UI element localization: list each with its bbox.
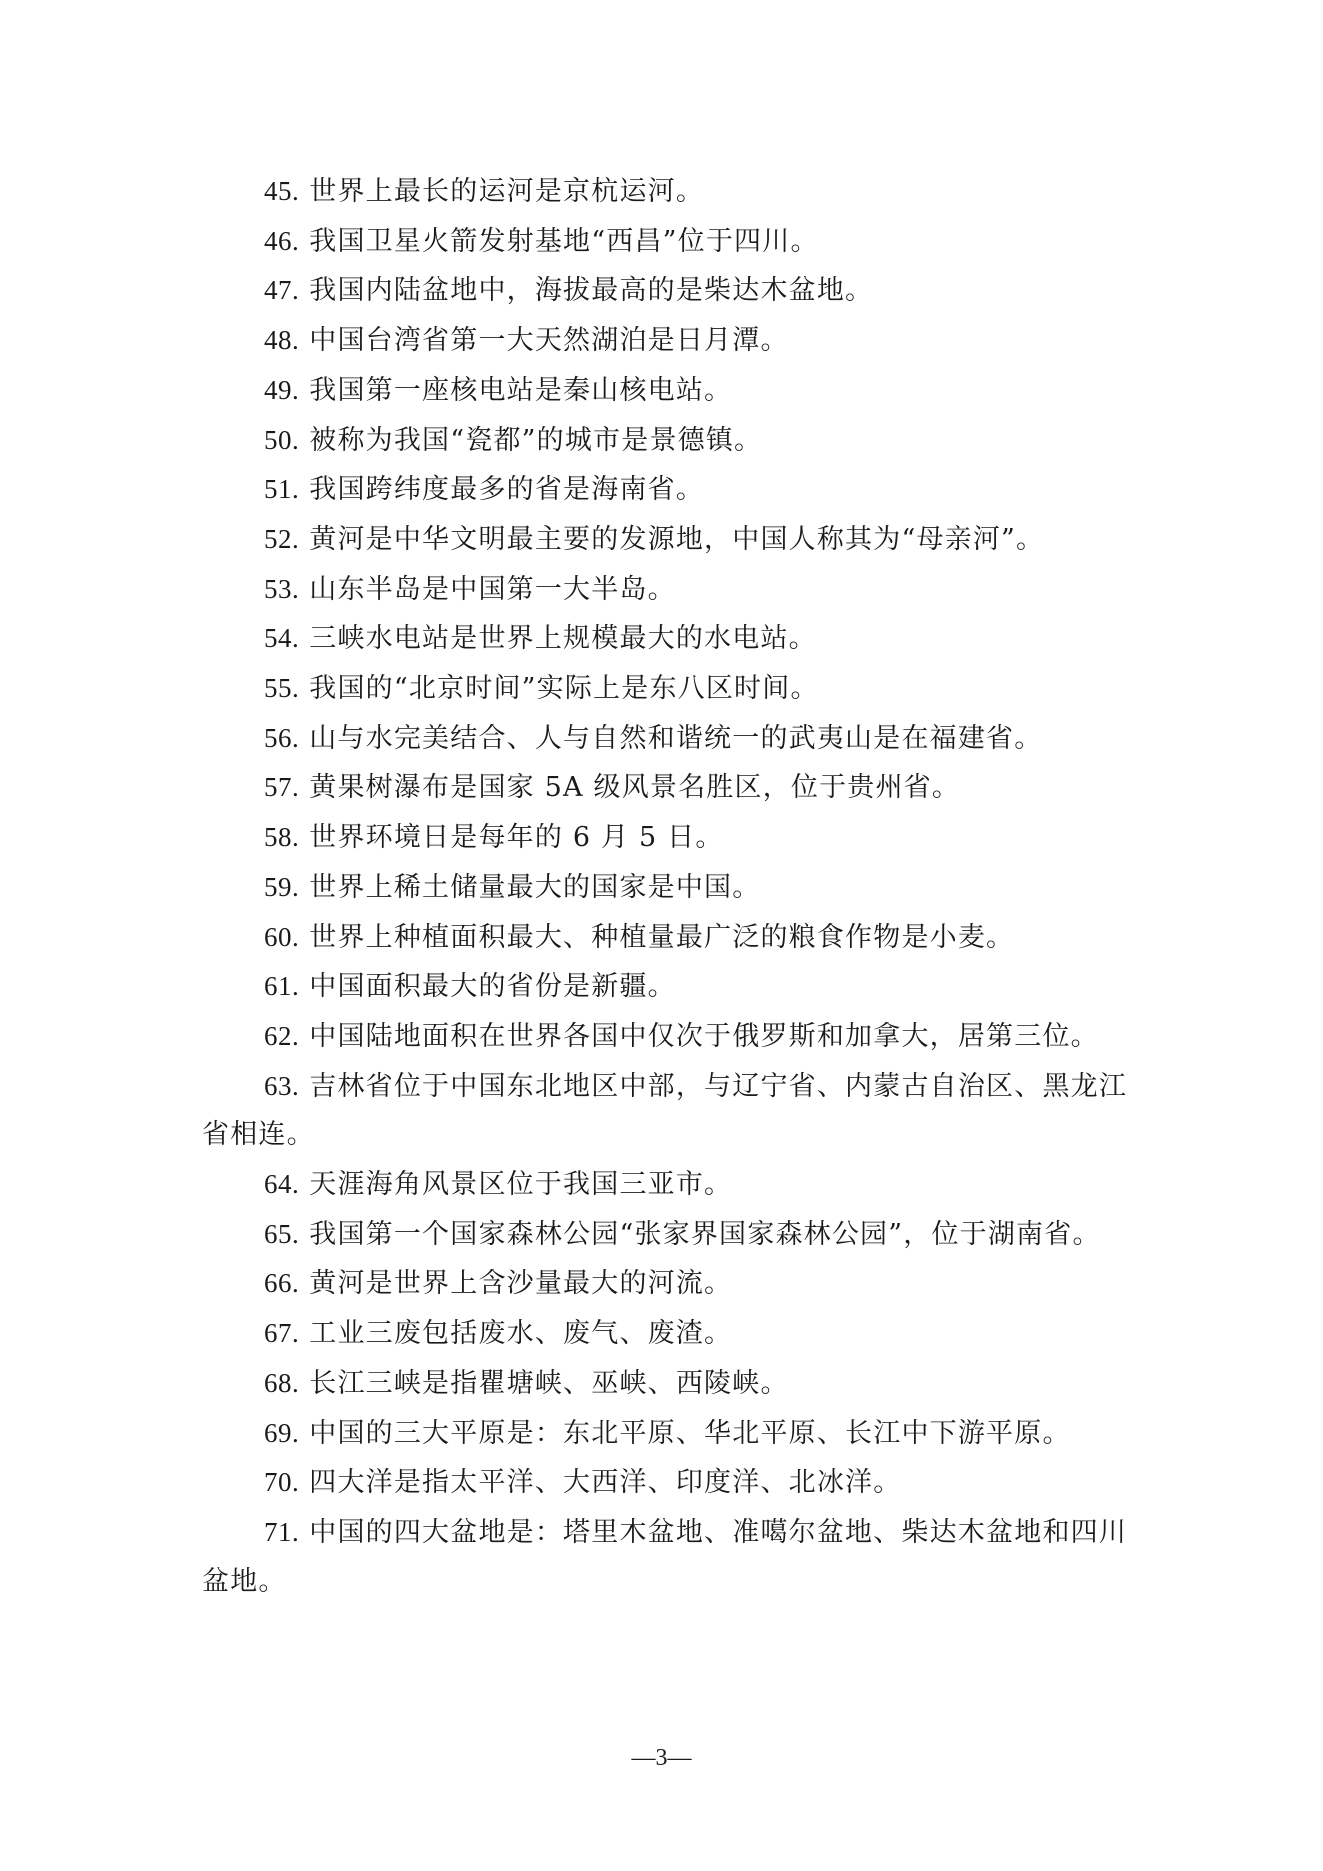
list-item <box>202 714 1130 764</box>
item-text: 山与水完美结合、人与自然和谐统一的武夷山是在福建省。 <box>309 722 1043 754</box>
item-number: 45. <box>264 176 300 206</box>
item-number: 59. <box>264 871 300 902</box>
item-text: 三峡水电站是世界上规模最大的水电站。 <box>309 623 817 655</box>
item-text: 四大洋是指太平洋、大西洋、印度洋、北冰洋。 <box>309 1467 902 1499</box>
item-number: 48. <box>264 325 300 356</box>
item-number: 53. <box>264 573 300 604</box>
item-text: 工业三废包括废水、废气、废渣。 <box>309 1318 733 1350</box>
item-number: 57. <box>264 772 300 803</box>
item-text: 中国面积最大的省份是新疆。 <box>309 971 676 1003</box>
list-item <box>202 1309 1130 1359</box>
list-item <box>202 913 1130 963</box>
item-number: 65. <box>264 1218 300 1249</box>
list-item <box>202 167 1130 217</box>
item-text: 黄河是中华文明最主要的发源地，中国人称其为“母亲河”。 <box>309 523 1045 555</box>
list-item <box>202 217 1130 267</box>
list-item <box>202 1012 1130 1062</box>
list-item <box>202 962 1130 1012</box>
item-text: 世界环境日是每年的 6 月 5 日。 <box>309 822 724 854</box>
list-item <box>202 565 1130 615</box>
item-number: 49. <box>264 374 300 405</box>
item-number: 62. <box>264 1020 300 1051</box>
item-text: 我国卫星火箭发射基地“西昌”位于四川。 <box>309 225 819 257</box>
list-item <box>202 863 1130 913</box>
list-item <box>202 1210 1130 1260</box>
item-number: 50. <box>264 424 300 455</box>
list-item <box>202 614 1130 664</box>
item-number: 55. <box>264 673 300 704</box>
item-number: 46. <box>264 225 300 256</box>
item-number: 64. <box>264 1169 300 1200</box>
item-text: 世界上种植面积最大、种植量最广泛的粮食作物是小麦。 <box>309 921 1015 953</box>
page-number: —3— <box>631 1745 692 1771</box>
item-number: 56. <box>264 722 300 753</box>
item-number: 58. <box>264 822 300 853</box>
item-number: 52. <box>264 523 300 554</box>
list-item <box>202 515 1130 565</box>
list-item <box>202 416 1130 466</box>
item-number: 70. <box>264 1467 300 1498</box>
item-number: 54. <box>264 623 300 654</box>
list-item <box>202 763 1130 813</box>
item-text: 被称为我国“瓷都”的城市是景德镇。 <box>309 424 763 456</box>
list-item <box>202 266 1130 316</box>
item-text: 天涯海角风景区位于我国三亚市。 <box>309 1169 733 1201</box>
item-text: 我国的“北京时间”实际上是东八区时间。 <box>309 673 819 705</box>
item-text: 世界上最长的运河是京杭运河。 <box>309 176 705 207</box>
list-item <box>202 1062 1130 1160</box>
list-item <box>202 664 1130 714</box>
item-text: 中国的四大盆地是：塔里木盆地、准噶尔盆地、柴达木盆地和四川盆地。 <box>202 1516 1128 1597</box>
item-text: 吉林省位于中国东北地区中部，与辽宁省、内蒙古自治区、黑龙江省相连。 <box>202 1070 1128 1151</box>
item-text: 中国台湾省第一大天然湖泊是日月潭。 <box>309 325 789 357</box>
item-text: 我国跨纬度最多的省是海南省。 <box>309 474 705 506</box>
item-number: 60. <box>264 921 300 952</box>
item-number: 66. <box>264 1268 300 1299</box>
item-number: 47. <box>264 275 300 306</box>
item-text: 中国陆地面积在世界各国中仅次于俄罗斯和加拿大，居第三位。 <box>309 1020 1099 1052</box>
item-number: 69. <box>264 1417 300 1448</box>
item-number: 63. <box>264 1070 300 1101</box>
item-number: 71. <box>264 1516 300 1547</box>
list-item <box>202 465 1130 515</box>
list-item <box>202 1458 1130 1508</box>
item-number: 67. <box>264 1318 300 1349</box>
list-item <box>202 813 1130 863</box>
list-item <box>202 366 1130 416</box>
item-text: 我国第一个国家森林公园“张家界国家森林公园”，位于湖南省。 <box>309 1218 1101 1250</box>
item-text: 中国的三大平原是：东北平原、华北平原、长江中下游平原。 <box>309 1417 1071 1449</box>
list-item <box>202 1160 1130 1210</box>
list-item <box>202 1508 1130 1606</box>
list-item <box>202 1259 1130 1309</box>
list-item <box>202 1409 1130 1459</box>
item-text: 世界上稀土储量最大的国家是中国。 <box>309 871 761 903</box>
item-number: 68. <box>264 1367 300 1398</box>
item-text: 长江三峡是指瞿塘峡、巫峡、西陵峡。 <box>309 1367 789 1399</box>
list-item <box>202 1359 1130 1409</box>
item-number: 61. <box>264 971 300 1002</box>
fact-list <box>202 167 1130 1606</box>
item-text: 我国第一座核电站是秦山核电站。 <box>309 374 733 406</box>
item-text: 我国内陆盆地中，海拔最高的是柴达木盆地。 <box>309 275 874 307</box>
item-text: 黄果树瀑布是国家 5A 级风景名胜区，位于贵州省。 <box>309 772 961 804</box>
item-number: 51. <box>264 474 300 505</box>
item-text: 山东半岛是中国第一大半岛。 <box>309 573 676 605</box>
list-item <box>202 316 1130 366</box>
item-text: 黄河是世界上含沙量最大的河流。 <box>309 1268 733 1300</box>
